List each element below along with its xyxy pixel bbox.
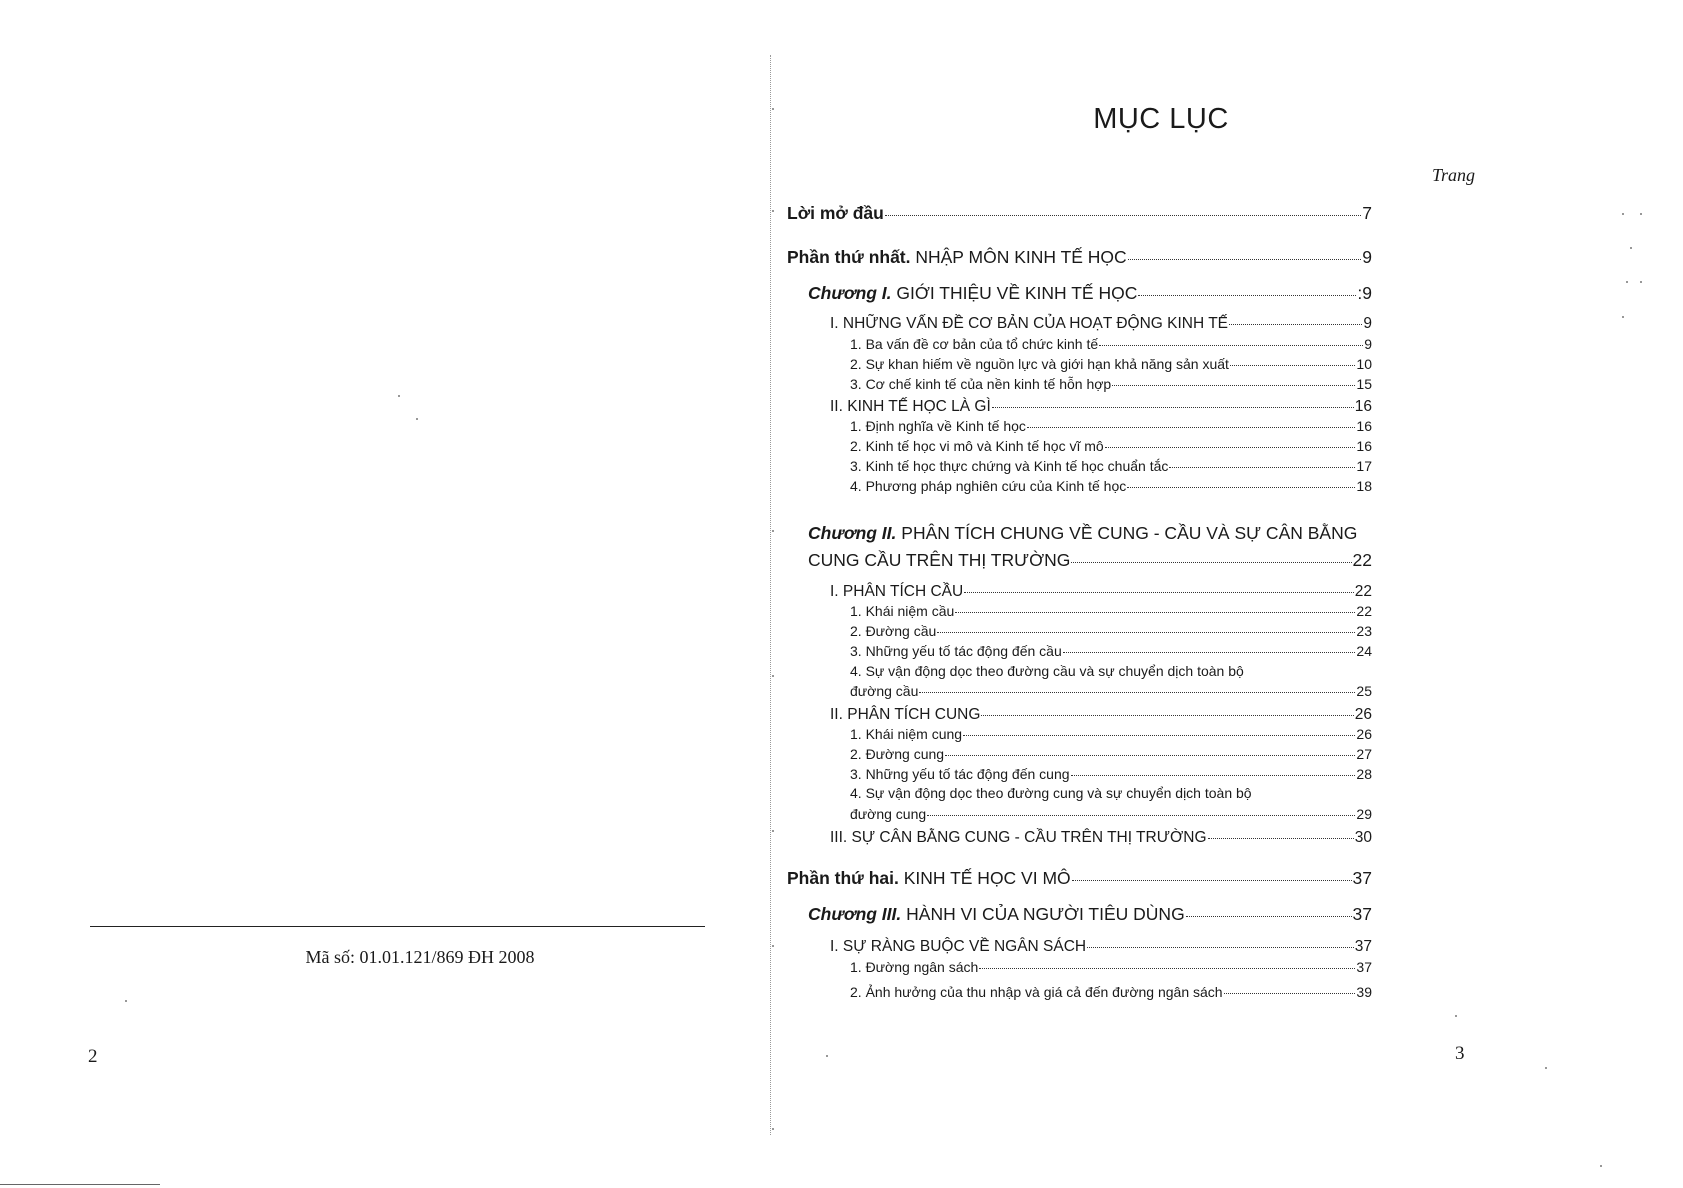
toc-entry-label <box>850 806 926 822</box>
toc-entry-text: 3. Kinh tế học thực chứng và Kinh tế học chuẩn tắc <box>850 458 1169 474</box>
footer-rule <box>90 926 705 927</box>
toc-entry <box>850 746 1372 762</box>
toc-page-number: 26 <box>1356 726 1372 742</box>
toc-entry-text: I. NHỮNG VẤN ĐỀ CƠ BẢN CỦA HOẠT ĐỘNG KINH TẾ <box>830 315 1229 332</box>
toc-entry-text: 2. Đường cầu <box>850 623 937 639</box>
table-of-contents <box>770 0 1683 1188</box>
dot-leader <box>1138 295 1356 296</box>
dot-leader <box>1027 427 1356 428</box>
toc-entry <box>850 336 1372 352</box>
toc-entry <box>850 785 1252 801</box>
dot-leader <box>1224 993 1356 994</box>
toc-entry-prefix: Chương I. <box>808 283 892 303</box>
dot-leader <box>1072 880 1352 881</box>
scan-speck <box>1626 281 1628 283</box>
toc-entry-text: III. SỰ CÂN BẰNG CUNG - CẦU TRÊN THỊ TRƯỜNG <box>830 829 1207 846</box>
toc-entry-text: 1. Đường ngân sách <box>850 959 979 975</box>
toc-page-number: 28 <box>1356 766 1372 782</box>
toc-entry <box>850 663 1244 679</box>
dot-leader <box>937 632 1355 633</box>
scan-speck <box>826 1055 828 1057</box>
toc-page-number: 18 <box>1356 478 1372 494</box>
toc-entry <box>850 376 1372 392</box>
toc-entry-label <box>808 904 1185 925</box>
toc-entry <box>787 247 1372 268</box>
dot-leader <box>1099 345 1363 346</box>
toc-entry-text: 4. Sự vận động dọc theo đường cầu và sự chuyển dịch toàn bộ <box>850 663 1244 679</box>
toc-entry-label <box>830 315 1228 333</box>
toc-page-number: 7 <box>1362 203 1372 223</box>
dot-leader <box>927 815 1355 816</box>
toc-entry-prefix: Chương III. <box>808 904 902 924</box>
toc-entry <box>850 478 1372 494</box>
toc-entry-text: GIỚI THIỆU VỀ KINH TẾ HỌC <box>891 283 1138 303</box>
toc-entry-text: đường cầu <box>850 683 919 699</box>
toc-entry-text: KINH TẾ HỌC VI MÔ <box>898 868 1071 888</box>
scan-speck <box>416 418 418 420</box>
toc-entry <box>808 904 1372 925</box>
dot-leader <box>1112 385 1355 386</box>
toc-entry-label <box>850 726 962 742</box>
toc-entry <box>830 938 1372 956</box>
toc-entry-label <box>830 938 1086 956</box>
dot-leader <box>1186 916 1352 917</box>
toc-page-number: 10 <box>1356 356 1372 372</box>
toc-entry <box>808 550 1372 571</box>
toc-entry <box>850 603 1372 619</box>
scan-speck <box>772 1128 774 1130</box>
toc-entry <box>850 623 1372 639</box>
scan-speck <box>772 945 774 947</box>
toc-entry-prefix: Phần thứ hai. <box>787 868 899 888</box>
toc-entry-text: 2. Ảnh hưởng của thu nhập và giá cả đến đường ngân sách <box>850 984 1223 1000</box>
toc-entry-text: 3. Những yếu tố tác động đến cung <box>850 766 1070 782</box>
scan-speck <box>772 530 774 532</box>
scan-speck <box>1455 1015 1457 1017</box>
toc-page-number: 9 <box>1362 247 1372 267</box>
toc-entry-label <box>850 984 1223 1000</box>
toc-entry-text: đường cung <box>850 806 927 822</box>
toc-entry <box>850 458 1372 474</box>
scan-speck <box>772 830 774 832</box>
toc-entry-label <box>850 643 1062 659</box>
toc-entry-label <box>787 247 1127 268</box>
toc-page-number: 29 <box>1356 806 1372 822</box>
dot-leader <box>1063 652 1356 653</box>
toc-entry <box>850 726 1372 742</box>
toc-page-number: 26 <box>1354 706 1372 723</box>
toc-page-number: :9 <box>1357 283 1372 303</box>
dot-leader <box>919 692 1355 693</box>
toc-entry-label <box>830 398 991 416</box>
toc-entry <box>850 438 1372 454</box>
toc-entry <box>808 283 1372 304</box>
publication-code: Mã số: 01.01.121/869 ĐH 2008 <box>305 947 535 967</box>
toc-page-number: 22 <box>1352 550 1372 570</box>
dot-leader <box>1105 447 1356 448</box>
toc-entry-text: 2. Đường cung <box>850 746 945 762</box>
toc-page-number: 9 <box>1363 315 1372 332</box>
toc-entry-label <box>850 663 1244 679</box>
toc-page-number: 9 <box>1364 336 1372 352</box>
toc-entry <box>850 356 1372 372</box>
scan-speck <box>125 1000 127 1002</box>
scan-speck <box>1630 247 1632 249</box>
toc-page-number: 23 <box>1356 623 1372 639</box>
dot-leader <box>963 735 1355 736</box>
toc-entry-text: 1. Khái niệm cầu <box>850 603 955 619</box>
toc-entry-label <box>850 376 1111 392</box>
toc-entry-text: 1. Ba vấn đề cơ bản của tổ chức kinh tế <box>850 336 1099 352</box>
toc-entry-text: CUNG CẦU TRÊN THỊ TRƯỜNG <box>808 550 1071 570</box>
toc-page-number: 15 <box>1356 376 1372 392</box>
toc-entry-label <box>830 583 963 601</box>
toc-entry-text: 3. Cơ chế kinh tế của nền kinh tế hỗn hợp <box>850 376 1112 392</box>
dot-leader <box>981 715 1353 716</box>
toc-entry-label <box>850 458 1168 474</box>
toc-page-number: 16 <box>1356 418 1372 434</box>
toc-entry-label <box>787 868 1071 889</box>
toc-entry-label <box>830 829 1207 847</box>
toc-entry-text: 4. Sự vận động dọc theo đường cung và sự chuyển dịch toàn bộ <box>850 785 1252 801</box>
toc-entry-text: 4. Phương pháp nghiên cứu của Kinh tế học <box>850 478 1127 494</box>
toc-entry-text: 3. Những yếu tố tác động đến cầu <box>850 643 1062 659</box>
toc-page-number: 30 <box>1354 829 1372 846</box>
toc-entry-label <box>787 203 884 224</box>
toc-page-number: 24 <box>1356 643 1372 659</box>
toc-entry-label <box>850 603 954 619</box>
toc-page-number: 37 <box>1352 904 1372 924</box>
scan-speck <box>1640 213 1642 215</box>
toc-entry-label <box>850 336 1098 352</box>
toc-page-number: 37 <box>1354 938 1372 955</box>
toc-entry <box>850 418 1372 434</box>
dot-leader <box>992 407 1354 408</box>
toc-entry-text: 1. Khái niệm cung <box>850 726 963 742</box>
scan-speck <box>1622 316 1624 318</box>
dot-leader <box>1127 487 1355 488</box>
toc-entry-label <box>850 746 944 762</box>
toc-entry-label <box>808 523 1357 543</box>
toc-page-number: 27 <box>1356 746 1372 762</box>
toc-entry <box>808 523 1357 544</box>
toc-entry-label <box>808 283 1137 304</box>
toc-entry-label <box>850 356 1229 372</box>
toc-entry-text: PHÂN TÍCH CHUNG VỀ CUNG - CẦU VÀ SỰ CÂN BẰNG <box>896 523 1358 543</box>
toc-entry-text: HÀNH VI CỦA NGƯỜI TIÊU DÙNG <box>901 904 1185 924</box>
toc-page-number: 25 <box>1356 683 1372 699</box>
dot-leader <box>1071 775 1356 776</box>
toc-entry-prefix: Lời mở đầu <box>787 203 884 223</box>
toc-page-number: 22 <box>1356 603 1372 619</box>
toc-entry-text: I. PHÂN TÍCH CẦU <box>830 583 964 600</box>
scan-speck <box>772 210 774 212</box>
toc-entry-label <box>850 478 1126 494</box>
toc-entry <box>830 829 1372 847</box>
toc-entry <box>850 683 1372 699</box>
scan-edge-line <box>0 1184 160 1185</box>
scan-speck <box>1545 1067 1547 1069</box>
dot-leader <box>1169 467 1355 468</box>
toc-entry-label <box>850 785 1252 801</box>
toc-entry <box>850 806 1372 822</box>
dot-leader <box>1229 324 1362 325</box>
toc-page-number: 16 <box>1354 398 1372 415</box>
toc-page-number: 37 <box>1356 959 1372 975</box>
toc-entry-label <box>850 438 1104 454</box>
toc-entry <box>830 315 1372 333</box>
scan-speck <box>1640 281 1642 283</box>
toc-entry-text: 2. Kinh tế học vi mô và Kinh tế học vĩ mô <box>850 438 1104 454</box>
toc-page-number: 16 <box>1356 438 1372 454</box>
dot-leader <box>885 215 1361 216</box>
page-title: MỤC LỤC <box>1093 103 1229 135</box>
toc-entry-label <box>830 706 980 724</box>
dot-leader <box>1087 947 1354 948</box>
toc-page-number: 39 <box>1356 984 1372 1000</box>
toc-entry <box>850 643 1372 659</box>
toc-page-number: 17 <box>1356 458 1372 474</box>
toc-entry-text: 1. Định nghĩa về Kinh tế học <box>850 418 1026 434</box>
dot-leader <box>955 612 1355 613</box>
toc-entry-text: II. KINH TẾ HỌC LÀ GÌ <box>830 398 991 415</box>
toc-page-number: 37 <box>1352 868 1372 888</box>
toc-entry-label <box>850 623 936 639</box>
toc-entry <box>830 398 1372 416</box>
dot-leader <box>945 755 1355 756</box>
toc-entry-text: I. SỰ RÀNG BUỘC VỀ NGÂN SÁCH <box>830 938 1087 955</box>
dot-leader <box>1071 562 1351 563</box>
toc-entry-text: II. PHÂN TÍCH CUNG <box>830 706 981 723</box>
scan-speck <box>1622 213 1624 215</box>
toc-entry <box>850 959 1372 975</box>
toc-entry-text: NHẬP MÔN KINH TẾ HỌC <box>910 247 1127 267</box>
toc-entry <box>850 984 1372 1000</box>
right-page <box>770 0 1683 1188</box>
toc-entry <box>787 203 1372 224</box>
scan-speck <box>772 675 774 677</box>
page-column-header: Trang <box>1431 165 1475 185</box>
toc-entry-prefix: Chương II. <box>808 523 897 543</box>
toc-entry-text: 2. Sự khan hiếm về nguồn lực và giới hạn khả năng sản xuất <box>850 356 1229 372</box>
toc-entry-label <box>808 550 1070 571</box>
dot-leader <box>979 968 1355 969</box>
page-number-left: 2 <box>88 1046 98 1067</box>
scan-speck <box>772 108 774 110</box>
scan-speck <box>1600 1165 1602 1167</box>
scan-speck <box>398 395 400 397</box>
toc-entry-prefix: Phần thứ nhất. <box>787 247 911 267</box>
toc-entry-label <box>850 766 1070 782</box>
toc-entry-label <box>850 959 978 975</box>
dot-leader <box>1208 838 1354 839</box>
toc-entry <box>830 706 1372 724</box>
dot-leader <box>1128 259 1362 260</box>
toc-entry <box>830 583 1372 601</box>
toc-entry-label <box>850 683 918 699</box>
toc-page-number: 22 <box>1354 583 1372 600</box>
toc-entry-label <box>850 418 1026 434</box>
left-page <box>0 0 770 1188</box>
toc-entry <box>850 766 1372 782</box>
dot-leader <box>964 592 1354 593</box>
toc-entry <box>787 868 1372 889</box>
page-number-right: 3 <box>1455 1043 1465 1064</box>
dot-leader <box>1230 365 1355 366</box>
